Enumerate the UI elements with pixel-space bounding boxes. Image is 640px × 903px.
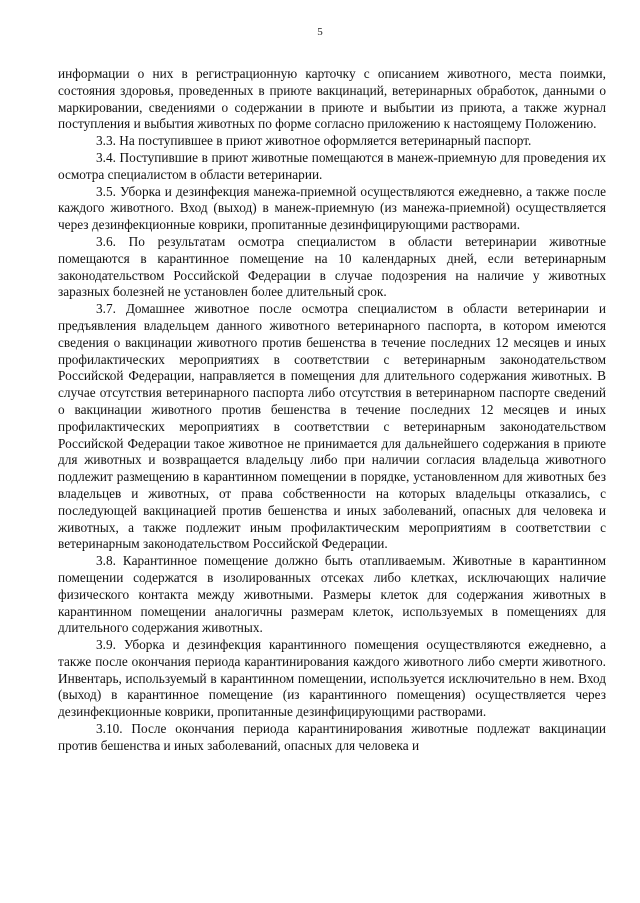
paragraph-3-5: 3.5. Уборка и дезинфекция манежа-приемной осуществляются ежедневно, а также после каждого животного. Вход (выход) в манеж-приемную (из манежа-приемной) осуществляется через дезинфекционные коврики, пропитанные дезинфицирующими растворами.: [58, 183, 606, 233]
paragraph-3-7: 3.7. Домашнее животное после осмотра специалистом в области ветеринарии и предъявления владельцем данного животного ветеринарного паспорта, в котором имеются сведения о вакцинации животного против бешенства в течение последних 12 месяцев и иных профилактических мероприятиях в соответствии с ветеринарным законодательством Российской Федерации, направляется в помещения для длительного содержания животных. В случае отсутствия ветеринарного паспорта либо отсутствия в ветеринарном паспорте сведений о вакцинации животного против бешенства в течение последних 12 месяцев и иных профилактических мероприятиях в соответствии с ветеринарным законодательством Российской Федерации такое животное не принимается для дальнейшего содержания в приюте для животных и возвращается владельцу либо при наличии согласия владельца животного подлежит размещению в карантинном помещении в порядке, установленном для животных без владельцев и животных, от права собственности на которых владельцы отказались, с последующей вакцинацией против бешенства и иных заболеваний, опасных для человека и животных, а также подлежит иным профилактическим мероприятиям в соответствии с ветеринарным законодательством Российской Федерации.: [58, 301, 606, 552]
paragraph-3-9: 3.9. Уборка и дезинфекция карантинного помещения осуществляются ежедневно, а также после окончания периода карантинирования каждого животного либо смерти животного. Инвентарь, используемый в карантинном помещении, используется исключительно в нем. Вход (выход) в карантинное помещение (из карантинного помещения) осуществляется через дезинфекционные коврики, пропитанные дезинфицирующими растворами.: [58, 637, 606, 720]
paragraph-3-3: 3.3. На поступившее в приют животное оформляется ветеринарный паспорт.: [96, 133, 532, 149]
page-number: 5: [317, 26, 323, 38]
paragraph-3-4: 3.4. Поступившие в приют животные помещаются в манеж-приемную для проведения их осмотра специалистом в области ветеринарии.: [58, 149, 606, 182]
paragraph-continuation: информации о них в регистрационную карточку с описанием животного, места поимки, состояния здоровья, проведенных в приюте вакцинаций, ветеринарных обработок, данными о маркировании, сведениями о содержании в приюте и выбытии из приюта, а также журнал поступления и выбытия животных по форме согласно приложению к настоящему Положению.: [58, 66, 606, 132]
paragraph-3-10: 3.10. После окончания периода карантинирования животные подлежат вакцинации против бешенства и иных заболеваний, опасных для человека и: [58, 721, 606, 753]
document-body: [58, 66, 606, 755]
paragraph-3-6: 3.6. По результатам осмотра специалистом в области ветеринарии животные помещаются в карантинное помещение на 10 календарных дней, если ветеринарным законодательством Российской Федерации в случае подозрения на наличие у животных заразных болезней не установлен более длительный срок.: [58, 233, 606, 300]
paragraph-3-8: 3.8. Карантинное помещение должно быть отапливаемым. Животные в карантинном помещении содержатся в изолированных отсеках либо клетках, исключающих наличие физического контакта между животными. Размеры клеток для содержания животных в карантинном помещении аналогичны размерам клеток, используемых в помещениях для длительного содержания животных.: [58, 553, 606, 636]
